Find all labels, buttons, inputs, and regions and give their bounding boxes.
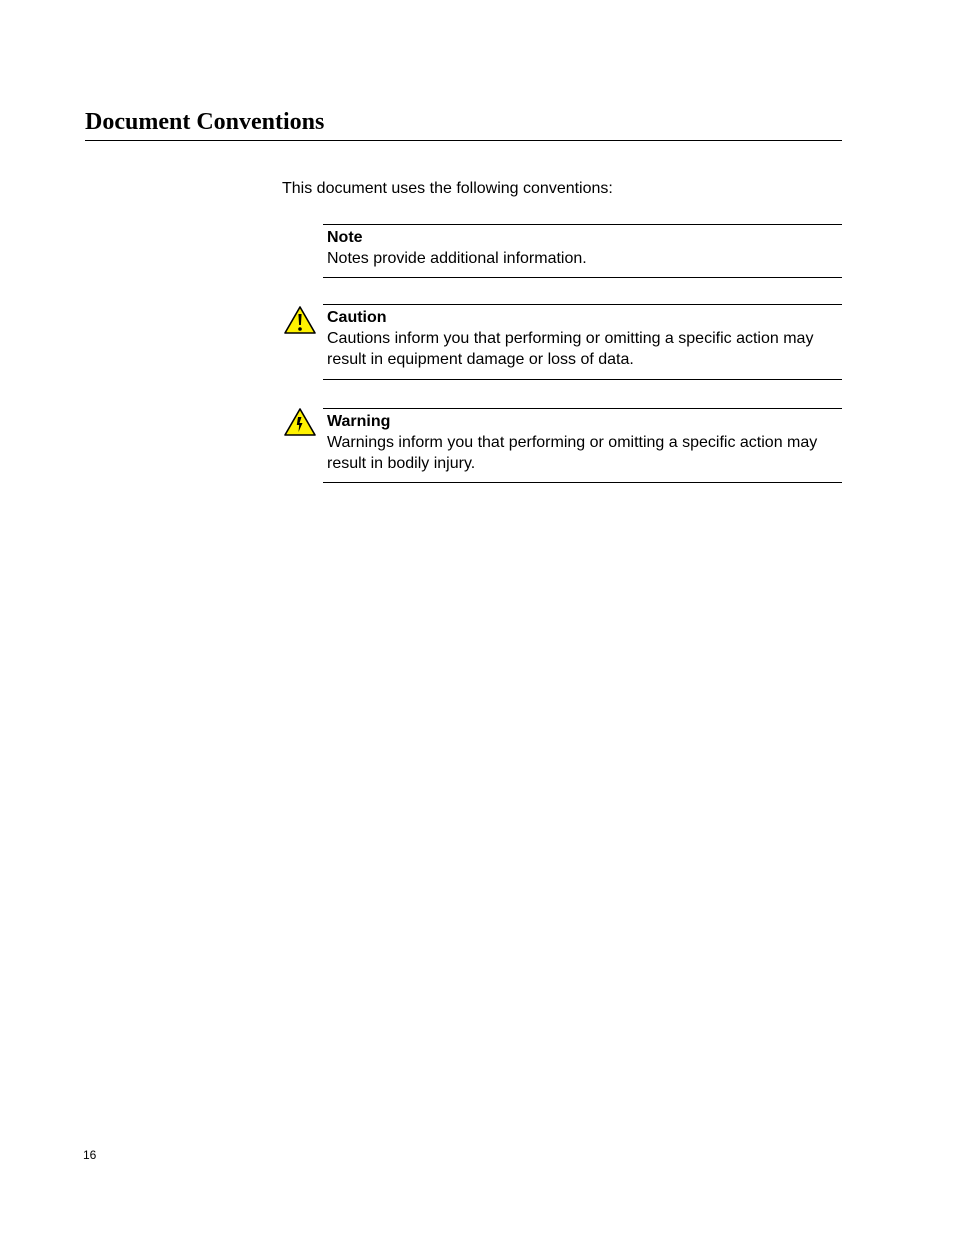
page-number: 16 — [83, 1148, 97, 1162]
warning-text: Warnings inform you that performing or omitting a specific action may result in bodily injury. — [327, 434, 818, 472]
warning-icon — [283, 407, 317, 437]
note-heading: Note — [327, 229, 363, 246]
caution-box — [323, 304, 842, 380]
intro-paragraph: This document uses the following conventions: — [282, 180, 613, 197]
warning-heading: Warning — [327, 413, 391, 430]
title-rule — [85, 140, 842, 141]
note-box — [323, 224, 842, 278]
caution-text: Cautions inform you that performing or omitting a specific action may result in equipment damage or loss of data. — [327, 330, 814, 368]
page-title: Document Conventions — [85, 109, 325, 135]
note-text: Notes provide additional information. — [327, 250, 587, 267]
warning-box — [323, 408, 842, 483]
caution-heading: Caution — [327, 309, 387, 326]
caution-icon — [283, 305, 317, 335]
